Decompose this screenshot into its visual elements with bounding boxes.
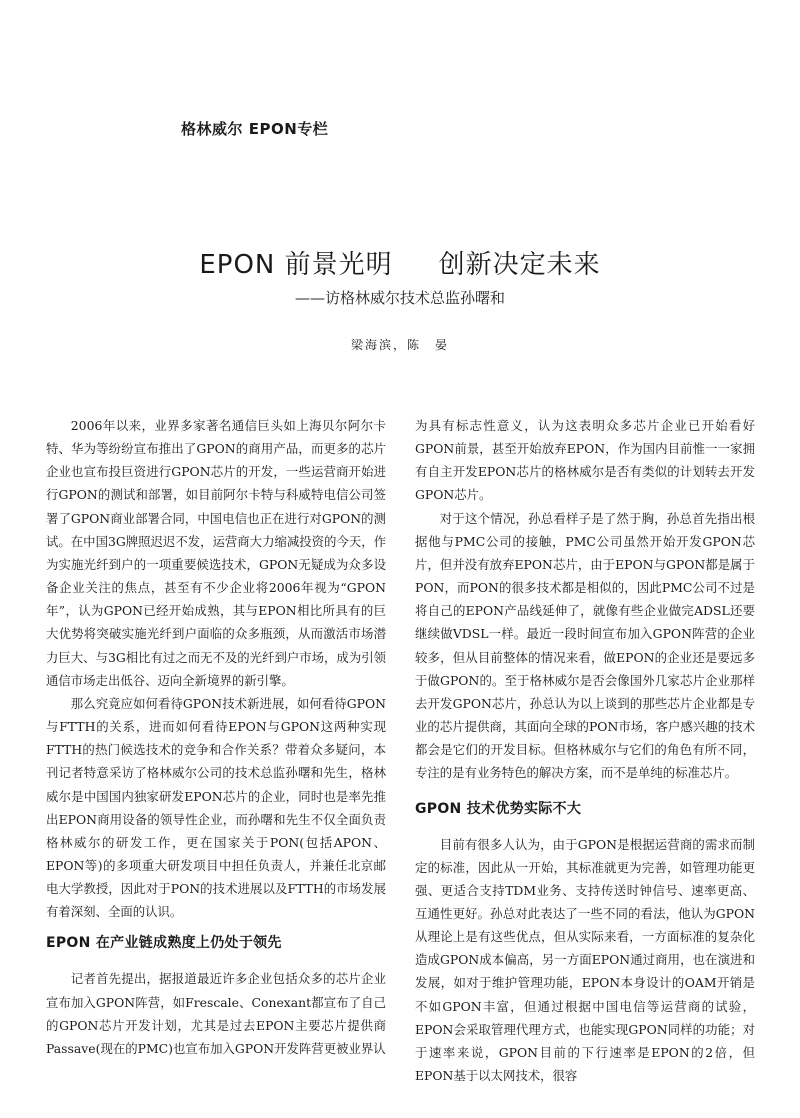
paragraph: 为具有标志性意义，认为这表明众多芯片企业已开始看好GPON前景，甚至开始放弃EPON，作为国内目前惟一一家拥有自主开发EPON芯片的格林威尔是否有类似的计划转去开发GPON芯片。 — [415, 418, 755, 503]
title-part-2: 创新决定未来 — [438, 250, 601, 280]
article-subtitle: ——访格林威尔技术总监孙曙和 — [294, 289, 505, 307]
left-column — [46, 414, 386, 1060]
article-title — [0, 244, 800, 281]
right-column — [415, 414, 755, 1087]
paragraph: 目前有很多人认为，由于GPON是根据运营商的需求而制定的标准，因此从一开始，其标准就更为完善，如管理功能更强、更适合支持TDM业务、支持传送时钟信号、速率更高、互通性更好。孙总对此表达了一些不同的看法，他认为GPON从理论上是有这些优点，但从实际来看，一方面标准的复杂化造成GPON成本偏高，另一方面EPON通过商用，也在演进和发展，如对于维护管理功能，EPON本身设计的OAM开销是不如GPON丰富，但通过根据中国电信等运营商的试验，EPON会采取管理代理方式，也能实现GPON同样的功能；对于速率来说，GPON目前的下行速率是EPON的2倍，但EPON基于以太网技术，很容 — [415, 836, 755, 1084]
section-heading: GPON 技术优势实际不大 — [415, 800, 582, 817]
section-heading: EPON 在产业链成熟度上仍处于领先 — [46, 935, 282, 952]
paragraph: 那么究竟应如何看待GPON技术新进展，如何看待GPON与FTTH的关系，进而如何看待EPON与GPON这两种实现FTTH的热门候选技术的竞争和合作关系？带着众多疑问，本刊记者特意采访了格林威尔公司的技术总监孙曙和先生，格林威尔是中国国内独家研发EPON芯片的企业，同时也是率先推出EPON商用设备的领导性企业，而孙曙和先生不仅全面负责格林威尔的研发工作，更在国家关于PON(包括APON、EPON等)的多项重大研发项目中担任负责人，并兼任北京邮电大学教授，因此对于PON的技术进展以及FTTH的市场发展有着深刻、全面的认识。 — [46, 695, 386, 920]
paragraph: 2006年以来，业界多家著名通信巨头如上海贝尔阿尔卡特、华为等纷纷宣布推出了GPON的商用产品，而更多的芯片企业也宣布投巨资进行GPON芯片的开发，一些运营商开始进行GPON的测试和部署，如目前阿尔卡特与科威特电信公司签署了GPON商业部署合同，中国电信也正在进行对GPON的测试。在中国3G牌照迟迟不发，运营商大力缩减投资的今天，作为实施光纤到户的一项重要候选技术，GPON无疑成为众多设备企业关注的焦点，甚至有不少企业将2006年视为“GPON年”，认为GPON已经开始成熟，其与EPON相比所具有的巨大优势将突破实施光纤到户面临的众多瓶颈，从而激活市场潜力巨大、与3G相比有过之而无不及的光纤到户市场，成为引领通信市场走出低谷、迈向全新境界的新引擎。 — [46, 418, 386, 688]
paragraph: 记者首先提出，据报道最近许多企业包括众多的芯片企业宣布加入GPON阵营，如Frescale、Conexant都宣布了自己的GPON芯片开发计划，尤其是过去EPON主要芯片提供商Passave(现在的PMC)也宣布加入GPON开发阵营更被业界认 — [46, 971, 386, 1056]
title-part-1: EPON 前景光明 — [199, 250, 393, 280]
paragraph: 对于这个情况，孙总看样子是了然于胸，孙总首先指出根据他与PMC公司的接触，PMC公司虽然开始开发GPON芯片，但并没有放弃EPON芯片，由于EPON与GPON都是属于PON，而PON的很多技术都是相似的，因此PMC公司不过是将自己的EPON产品线延伸了，就像有些企业做完ADSL还要继续做VDSL一样。最近一段时间宣布加入GPON阵营的企业较多，但从目前整体的情况来看，做EPON的企业还是要远多于做GPON的。至于格林威尔是否会像国外几家芯片企业那样去开发GPON芯片，孙总认为以上谈到的那些芯片企业都是专业的芯片提供商，其面向全球的PON市场，客户感兴趣的技术都会是它们的开发目标。但格林威尔与它们的角色有所不同，专注的是有业务特色的解决方案，而不是单纯的标准芯片。 — [415, 510, 755, 781]
column-tag: 格林威尔 EPON专栏 — [181, 120, 329, 138]
article-authors: 梁海滨，陈 晏 — [350, 338, 449, 352]
